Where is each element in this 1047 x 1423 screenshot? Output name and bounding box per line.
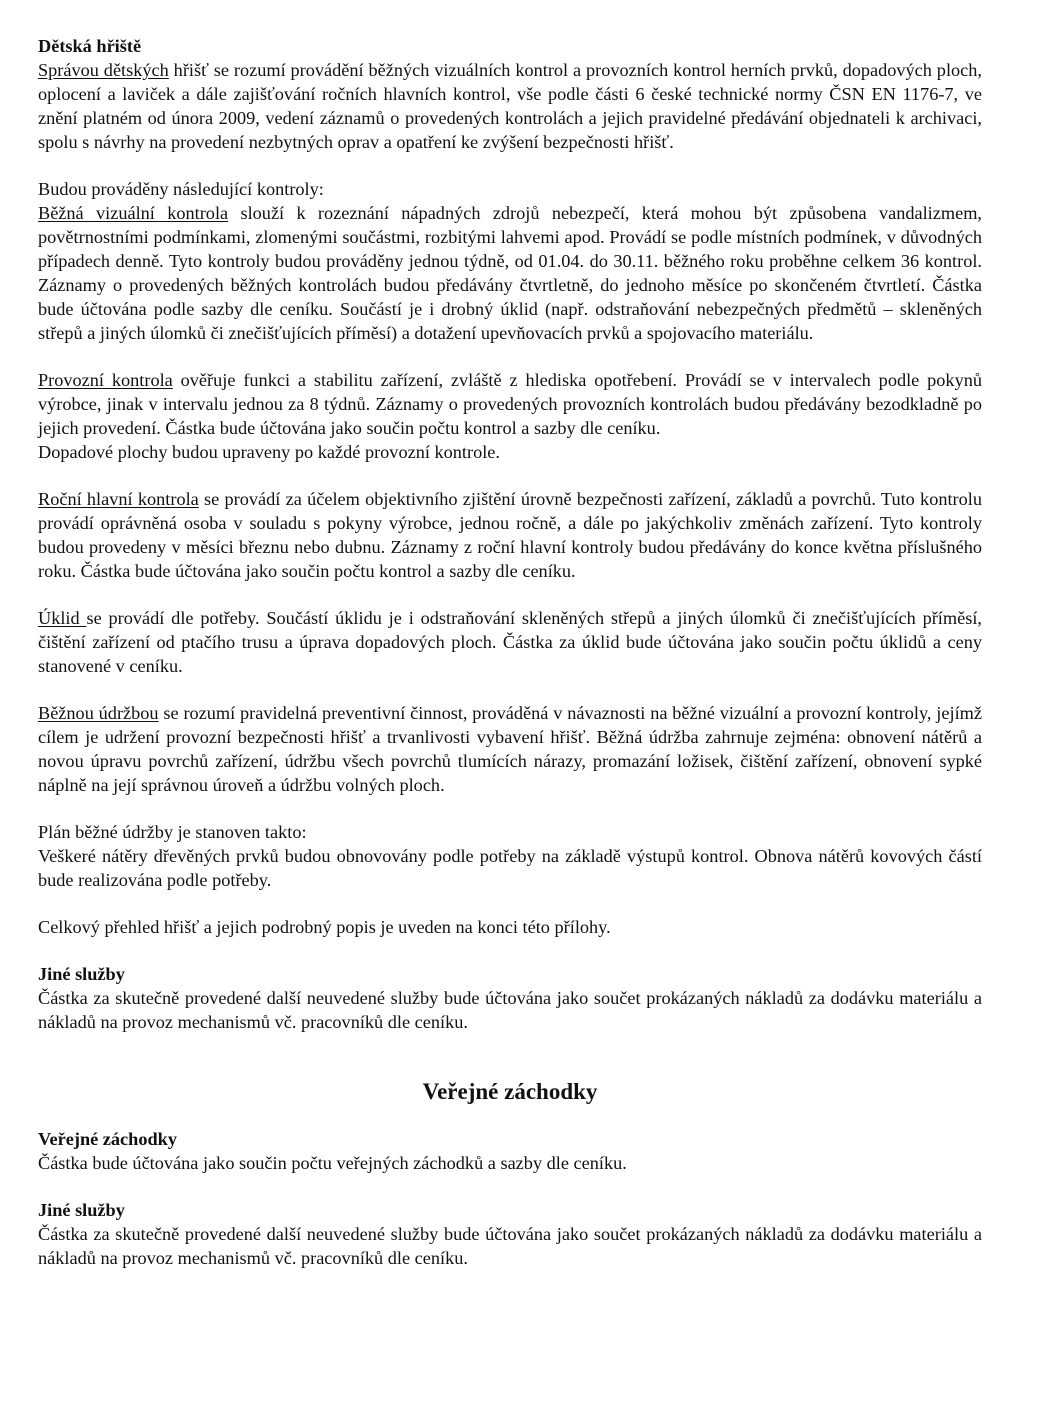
heading-playgrounds: Dětská hřiště [38, 36, 142, 56]
paragraph-other-services-2: Částka za skutečně provedené další neuvedené služby bude účtována jako součet prokázaných nákladů za dodávku materiálu a nákladů na provoz mechanismů vč. pracovníků dle ceníku. [38, 1224, 982, 1268]
term-maintenance: Běžnou údržbou [38, 703, 159, 723]
paragraph-operational-control [38, 368, 982, 440]
paragraph-other-services-1: Částka za skutečně provedené další neuvedené služby bude účtována jako součet prokázaných nákladů za dodávku materiálu a nákladů na provoz mechanismů vč. pracovníků dle ceníku. [38, 988, 982, 1032]
term-operational-control: Provozní kontrola [38, 370, 173, 390]
paragraph-intro-controls: Budou prováděny následující kontroly: [38, 179, 324, 199]
paragraph-cleaning [38, 606, 982, 678]
text-management: hřišť se rozumí provádění běžných vizuálních kontrol a provozních kontrol herních prvků, dopadových ploch, oplocení a laviček a dále zajišťování ročních hlavních kontrol, vše podle části 6 české technické normy ČSN EN 1176-7, ve znění platném od února 2009, vedení záznamů o provedených kontrolách a jejich pravidelné předávání objednateli k archivaci, spolu s návrhy na provedení nezbytných oprav a opatření ke zvýšení bezpečnosti hřišť. [38, 60, 982, 152]
paragraph-maintenance [38, 701, 982, 797]
paragraph-impact-surfaces: Dopadové plochy budou upraveny po každé provozní kontrole. [38, 442, 500, 462]
paragraph-maintenance-plan: Plán běžné údržby je stanoven takto: [38, 822, 307, 842]
term-annual-control: Roční hlavní kontrola [38, 489, 199, 509]
paragraph-coatings: Veškeré nátěry dřevěných prvků budou obnovovány podle potřeby na základě výstupů kontrol. Obnova nátěrů kovových částí bude realizována podle potřeby. [38, 846, 982, 890]
text-cleaning: se provádí dle potřeby. Součástí úklidu je i odstraňování skleněných střepů a jiných úlomků či znečišťujících příměsí, čištění zařízení od ptačího trusu a úprava dopadových ploch. Částka za úklid bude účtována jako součin počtu úklidů a ceny stanovené v ceníku. [38, 608, 982, 676]
text-operational-control: ověřuje funkci a stabilitu zařízení, zvláště z hlediska opotřebení. Provádí se v intervalech podle pokynů výrobce, jinak v intervalu jednou za 8 týdnů. Záznamy o provedených provozních kontrolách budou předávány bezodkladně po jejich provedení. Částka bude účtována jako součin počtu kontrol a sazby dle ceníku. [38, 370, 982, 438]
heading-public-toilets: Veřejné záchodky [38, 1129, 177, 1149]
section-title-public-toilets: Veřejné záchodky [422, 1079, 598, 1104]
heading-other-services-1: Jiné služby [38, 964, 125, 984]
paragraph-management [38, 58, 982, 154]
term-cleaning: Úklid [38, 608, 87, 628]
paragraph-visual-control [38, 201, 982, 345]
term-visual-control: Běžná vizuální kontrola [38, 203, 229, 223]
paragraph-annual-control [38, 487, 982, 583]
paragraph-overview: Celkový přehled hřišť a jejich podrobný popis je uveden na konci této přílohy. [38, 917, 611, 937]
document-page [38, 34, 982, 1270]
term-management: Správou dětských [38, 60, 169, 80]
text-maintenance: se rozumí pravidelná preventivní činnost, prováděná v návaznosti na běžné vizuální a provozní kontroly, jejímž cílem je udržení provozní bezpečnosti hřišť a trvanlivosti vybavení hřišť. Běžná údržba zahrnuje zejména: obnovení nátěrů a novou úpravu povrchů zařízení, údržbu všech povrchů tlumících nárazy, promazání ložisek, čištění zařízení, obnovení sypké náplně na její správnou úroveň a údržbu volných ploch. [38, 703, 982, 795]
text-annual-control: se provádí za účelem objektivního zjištění úrovně bezpečnosti zařízení, základů a povrchů. Tuto kontrolu provádí oprávněná osoba v souladu s pokyny výrobce, jednou ročně, a dále po jakýchkoliv změnách zařízení. Tyto kontroly budou provedeny v měsíci březnu nebo dubnu. Záznamy z roční hlavní kontroly budou předávány do konce května příslušného roku. Částka bude účtována jako součin počtu kontrol a sazby dle ceníku. [38, 489, 982, 581]
paragraph-public-toilets: Částka bude účtována jako součin počtu veřejných záchodků a sazby dle ceníku. [38, 1153, 627, 1173]
heading-other-services-2: Jiné služby [38, 1200, 125, 1220]
text-visual-control: slouží k rozeznání nápadných zdrojů nebezpečí, která mohou být způsobena vandalizmem, povětrnostními podmínkami, zlomenými součástmi, rozbitými lahvemi apod. Provádí se podle místních podmínek, v důvodných případech denně. Tyto kontroly budou prováděny jednou týdně, od 01.04. do 30.11. běžného roku proběhne celkem 36 kontrol. Záznamy o provedených běžných kontrolách budou předávány čtvrtletně, do jednoho měsíce po skončeném čtvrtletí. Částka bude účtována podle sazby dle ceníku. Součástí je i drobný úklid (např. odstraňování nebezpečných předmětů – skleněných střepů a jiných úlomků či znečišťujících příměsí) a dotažení upevňovacích prvků a spojovacího materiálu. [38, 203, 982, 343]
